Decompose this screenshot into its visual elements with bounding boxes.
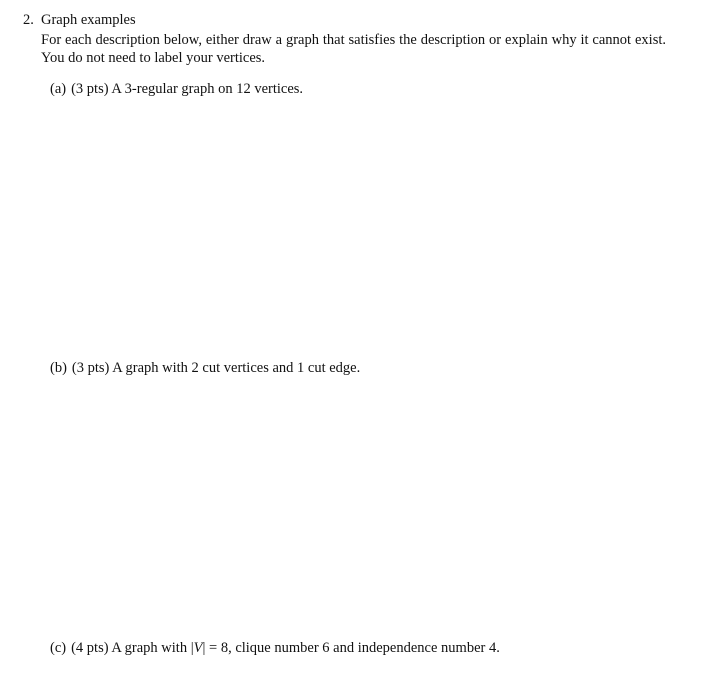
part-b	[50, 359, 360, 377]
question-instructions: For each description below, either draw a graph that satisfies the description or explain why it cannot exist. You do not need to label your vertices.	[41, 32, 666, 66]
part-a-text: (3 pts) A 3-regular graph on 12 vertices.	[71, 81, 304, 97]
part-c-text-before: (4 pts) A graph with |	[71, 640, 194, 656]
part-b-label: (b)	[50, 360, 67, 376]
part-c	[50, 639, 500, 657]
part-c-text-after: | = 8, clique number 6 and independence number 4.	[202, 640, 500, 656]
question-title: Graph examples	[41, 12, 136, 28]
part-a	[50, 80, 303, 98]
part-c-label: (c)	[50, 640, 67, 656]
part-b-text: (3 pts) A graph with 2 cut vertices and 1 cut edge.	[71, 360, 361, 376]
part-c-math-variable: V	[193, 640, 203, 656]
question-number: 2.	[23, 12, 34, 28]
part-a-label: (a)	[50, 81, 67, 97]
